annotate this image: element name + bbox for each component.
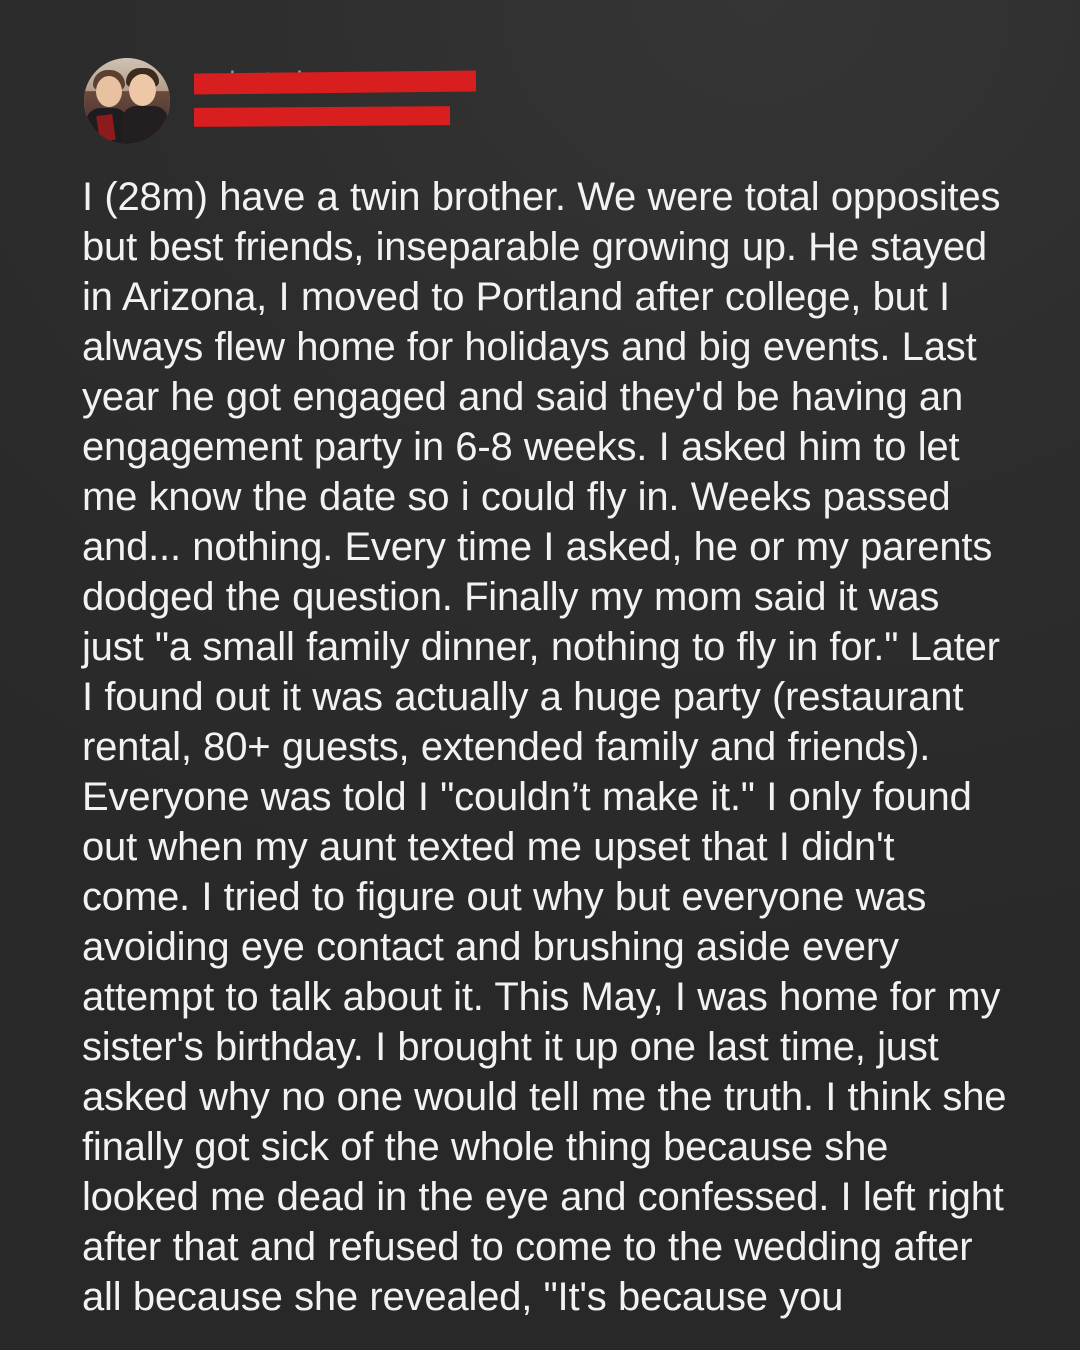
author-name-block (194, 58, 1040, 134)
redaction-bar-secondary (194, 106, 450, 127)
author-subtitle-redacted (194, 104, 454, 134)
avatar-person-right-head (129, 74, 156, 106)
avatar-red-accent (96, 114, 115, 142)
avatar-person-left-head (96, 76, 122, 107)
author-username-redacted[interactable] (194, 64, 480, 98)
redaction-bar-primary (194, 71, 476, 95)
avatar-person-right-body (122, 106, 168, 144)
avatar[interactable] (84, 58, 170, 144)
post-body (82, 172, 1010, 1322)
post-body-text: I (28m) have a twin brother. We were total opposites but best friends, inseparable growing up. He stayed in Arizona, I moved to Portland after college, but I always flew home for holidays and big events. Last year he got engaged and said they'd be having an engagement party in 6-8 weeks. I asked him to let me know the date so i could fly in. Weeks passed and... nothing. Every time I asked, he or my parents dodged the question. Finally my mom said it was just "a small family dinner, nothing to fly in for." Later I found out it was actually a huge party (restaurant rental, 80+ guests, extended family and friends). Everyone was told I "couldn’t make it." I only found out when my aunt texted me upset that I didn't come. I tried to figure out why but everyone was avoiding eye contact and brushing aside every attempt to talk about it. This May, I was home for my sister's birthday. I brought it up one last time, just asked why no one would tell me the truth. I think she finally got sick of the whole thing because she looked me dead in the eye and confessed. I left right after that and refused to come to the wedding after all because she revealed, "It's because you (82, 175, 1007, 1319)
post-header (84, 58, 1040, 148)
